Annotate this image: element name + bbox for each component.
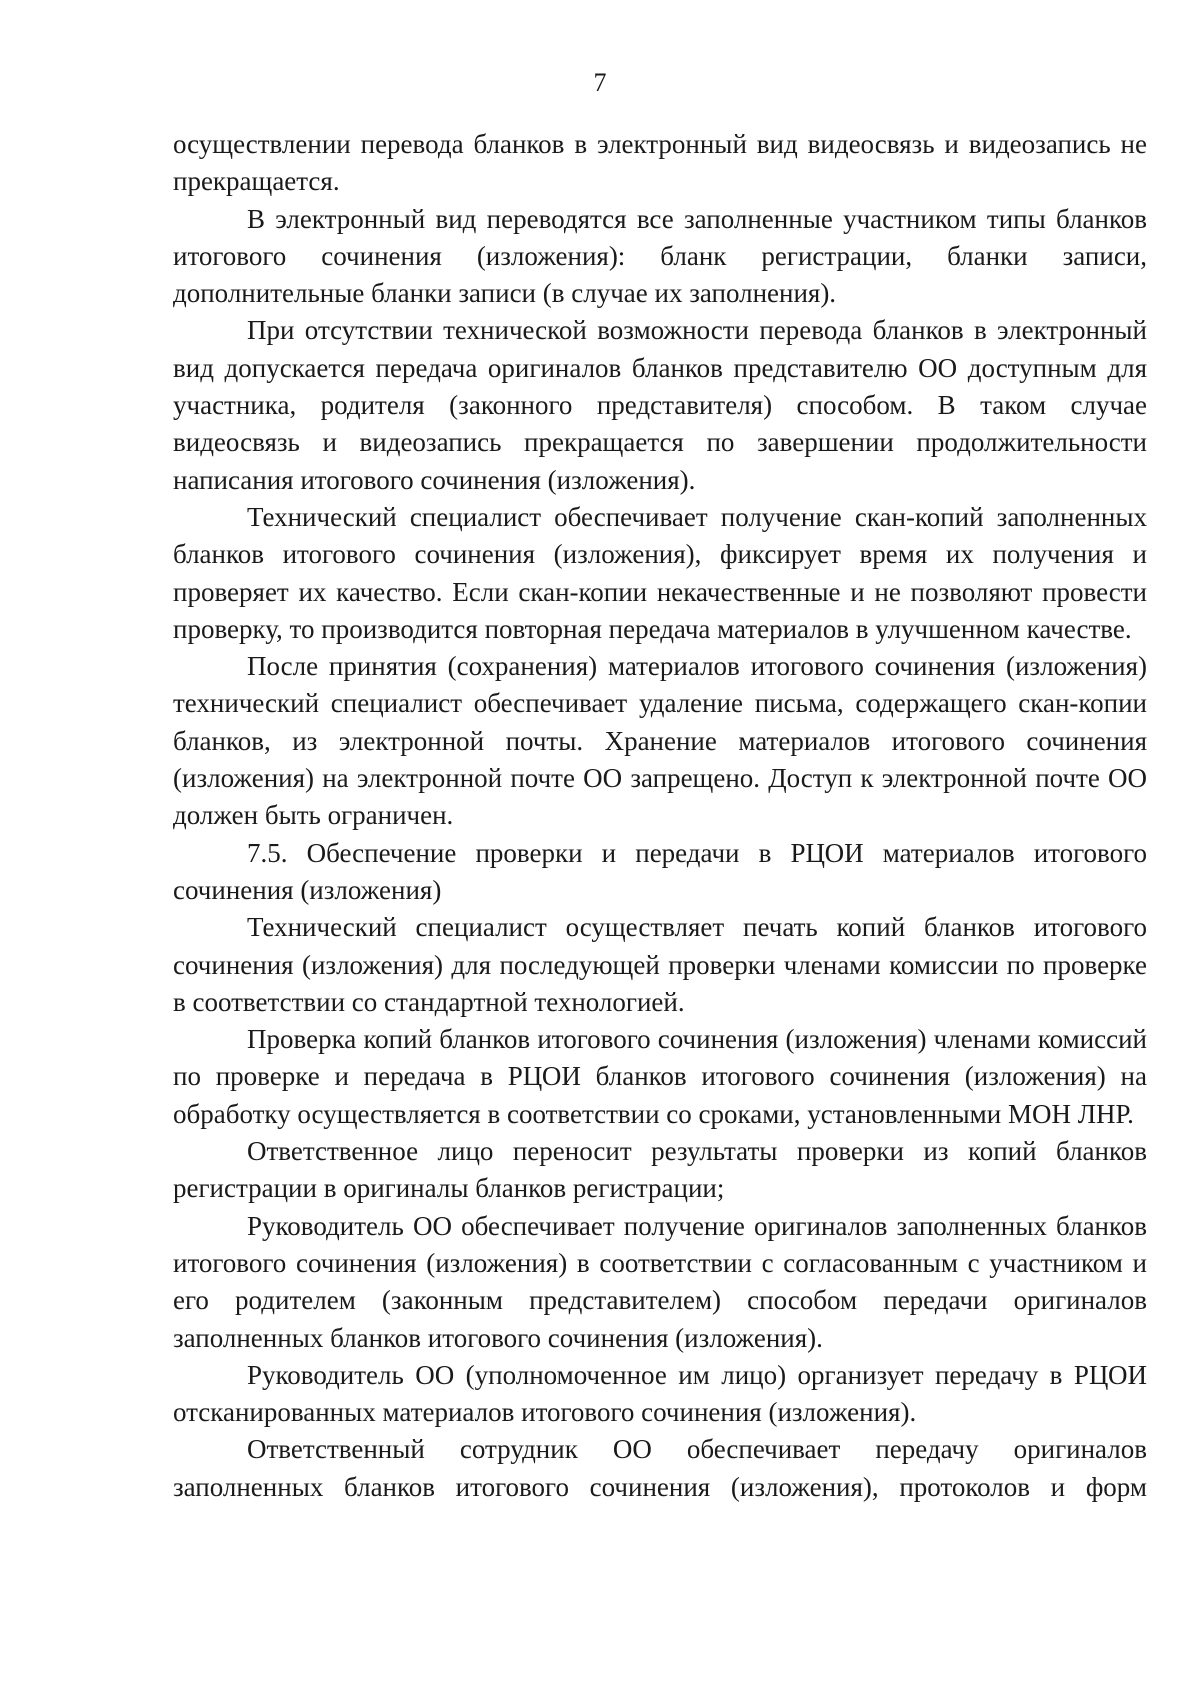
paragraph: Руководитель ОО обеспечивает получение оригиналов заполненных бланков итогового сочинения (изложения) в соответствии с согласованным с участником и его родителем (законным представителем) способом передачи оригиналов заполненных бланков итогового сочинения (изложения). (173, 1210, 1147, 1353)
paragraph: При отсутствии технической возможности перевода бланков в электронный вид допускается передача оригиналов бланков представителю ОО доступным для участника, родителя (законного представителя) способом. В таком случае видеосвязь и видеозапись прекращается по завершении продолжительности написания итогового сочинения (изложения). (173, 315, 1147, 495)
paragraph: В электронный вид переводятся все заполненные участником типы бланков итогового сочинения (изложения): бланк регистрации, бланки записи, дополнительные бланки записи (в случае их заполнения). (173, 203, 1147, 309)
paragraph: Технический специалист обеспечивает получение скан-копий заполненных бланков итогового сочинения (изложения), фиксирует время их получения и проверяет их качество. Если скан-копии некачественные и не позволяют провести проверку, то производится повторная передача материалов в улучшенном качестве. (173, 501, 1147, 644)
paragraph: Ответственный сотрудник ОО обеспечивает передачу оригиналов заполненных бланков итогового сочинения (изложения), протоколов и форм (173, 1434, 1147, 1502)
document-body (173, 126, 1147, 1506)
paragraph: Руководитель ОО (уполномоченное им лицо) организует передачу в РЦОИ отсканированных материалов итогового сочинения (изложения). (173, 1359, 1147, 1428)
paragraph: Ответственное лицо переносит результаты проверки из копий бланков регистрации в оригиналы бланков регистрации; (173, 1136, 1147, 1204)
paragraph: Технический специалист осуществляет печать копий бланков итогового сочинения (изложения) для последующей проверки членами комиссии по проверке в соответствии со стандартной технологией. (173, 912, 1147, 1017)
page-number: 7 (593, 68, 607, 97)
section-heading: 7.5. Обеспечение проверки и передачи в РЦОИ материалов итогового сочинения (изложения) (173, 837, 1147, 905)
paragraph: осуществлении перевода бланков в электронный вид видеосвязь и видеозапись не прекращается. (173, 129, 1147, 197)
paragraph: Проверка копий бланков итогового сочинения (изложения) членами комиссий по проверке и передача в РЦОИ бланков итогового сочинения (изложения) на обработку осуществляется в соответствии со сроками, установленными МОН ЛНР. (173, 1024, 1147, 1129)
paragraph: После принятия (сохранения) материалов итогового сочинения (изложения) технический специалист обеспечивает удаление письма, содержащего скан-копии бланков, из электронной почты. Хранение материалов итогового сочинения (изложения) на электронной почте ОО запрещено. Доступ к электронной почте ОО должен быть ограничен. (173, 651, 1147, 831)
